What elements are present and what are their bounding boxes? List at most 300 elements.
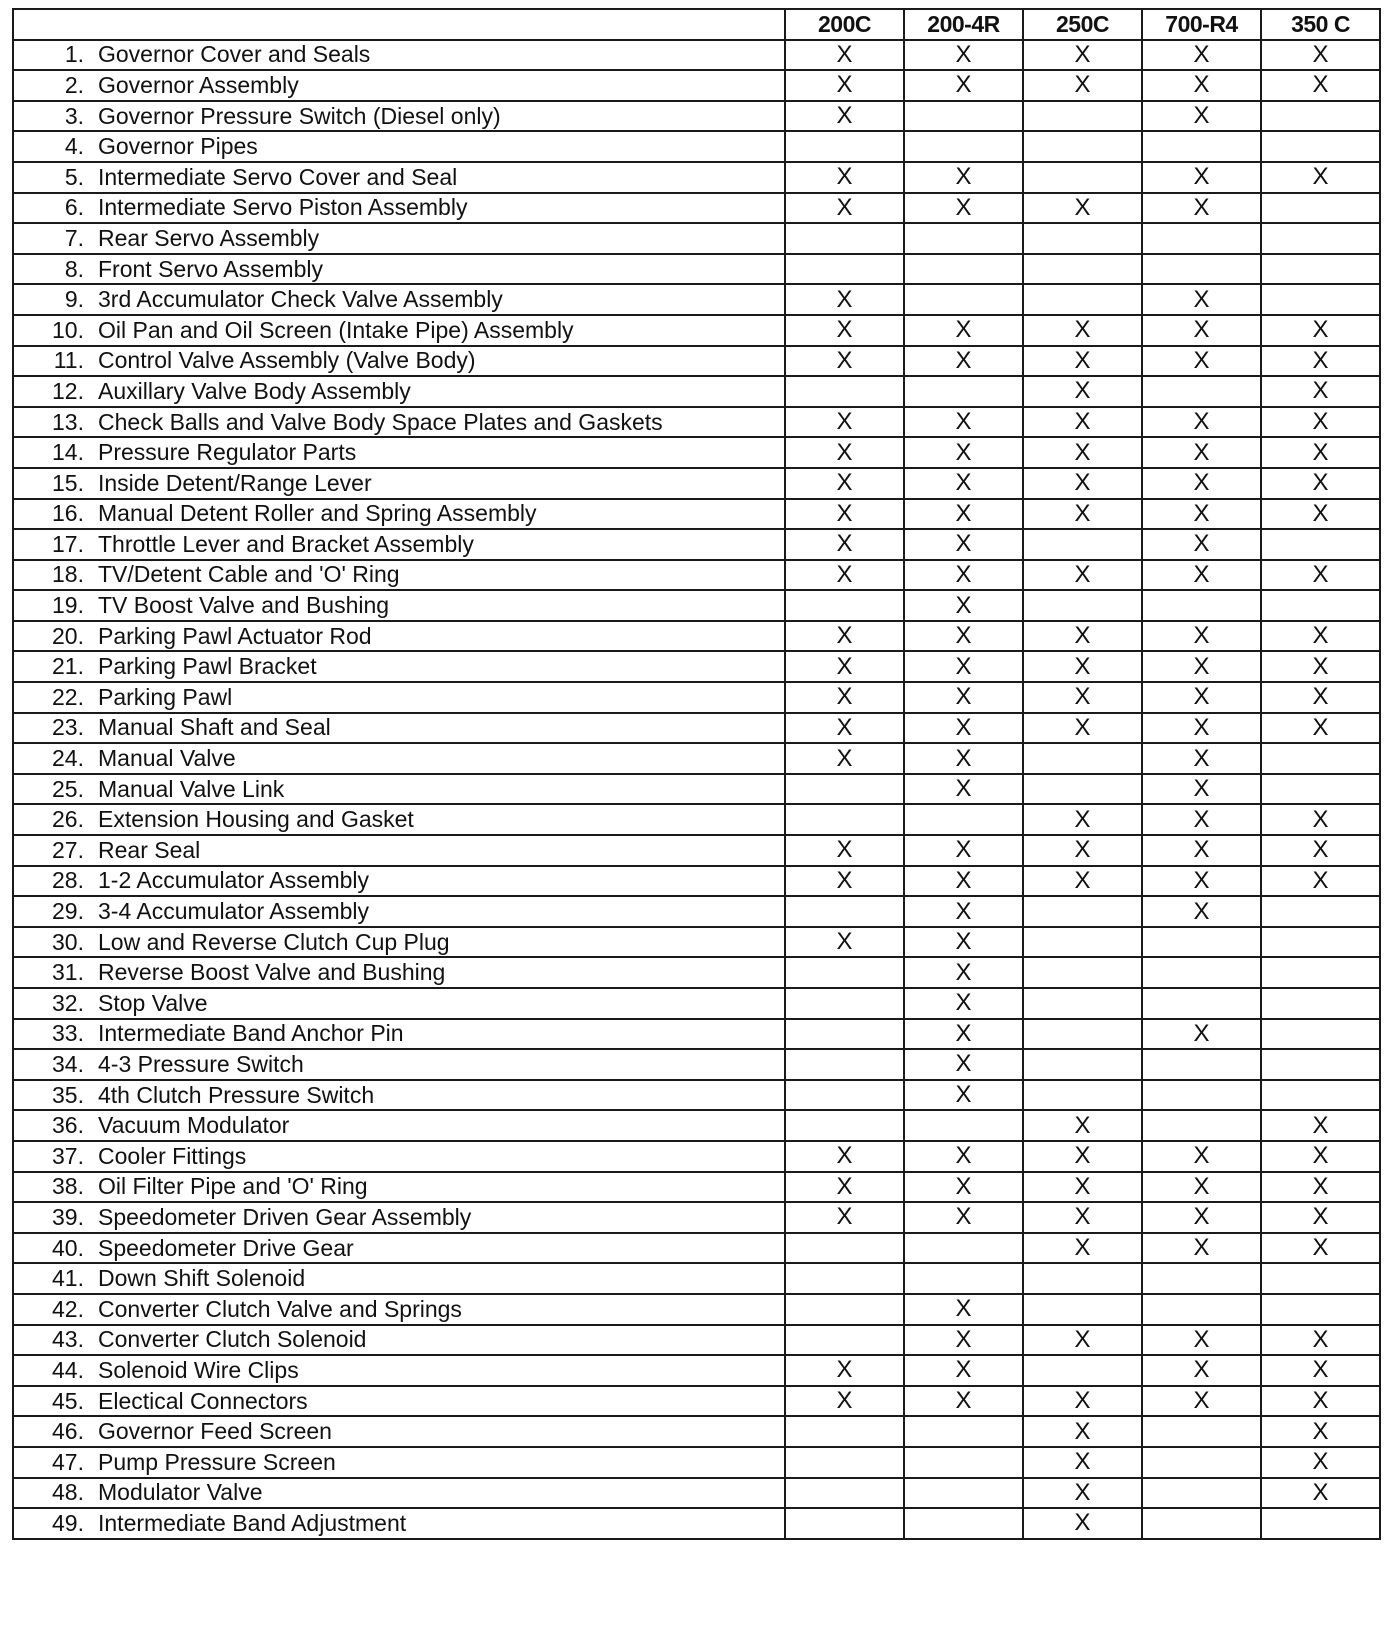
mark-cell	[1261, 284, 1380, 315]
row-number: 13.	[52, 408, 84, 435]
mark-cell	[1023, 1294, 1142, 1325]
row-number: 33.	[52, 1020, 84, 1047]
applicable-mark: X	[1193, 713, 1210, 741]
table-row	[13, 315, 1380, 346]
mark-cell	[1142, 988, 1261, 1019]
row-number: 20.	[52, 622, 84, 649]
row-label: Converter Clutch Solenoid	[98, 1326, 367, 1353]
applicable-mark: X	[955, 683, 972, 711]
mark-cell	[1142, 1172, 1261, 1203]
mark-cell	[785, 1172, 904, 1203]
applicable-mark: X	[836, 346, 853, 374]
applicable-mark: X	[1193, 866, 1210, 894]
table-row	[13, 927, 1380, 958]
row-item-cell	[13, 1110, 785, 1141]
row-number: 4.	[64, 133, 84, 160]
applicable-mark: X	[1074, 652, 1091, 680]
mark-cell	[1261, 223, 1380, 254]
mark-cell	[785, 590, 904, 621]
mark-cell	[904, 1080, 1023, 1111]
applicable-mark: X	[1312, 1387, 1329, 1415]
mark-cell	[1023, 193, 1142, 224]
mark-cell	[904, 162, 1023, 193]
mark-cell	[1142, 957, 1261, 988]
row-number: 48.	[52, 1479, 84, 1506]
row-label: 3-4 Accumulator Assembly	[98, 898, 370, 925]
applicable-mark: X	[1312, 866, 1329, 894]
applicable-mark: X	[955, 499, 972, 527]
mark-cell	[1261, 1202, 1380, 1233]
row-item-cell	[13, 437, 785, 468]
parts-table	[12, 8, 1381, 1540]
mark-cell	[785, 713, 904, 744]
mark-cell	[1142, 1478, 1261, 1509]
applicable-mark: X	[1193, 499, 1210, 527]
row-number: 15.	[52, 469, 84, 496]
applicable-mark: X	[1074, 1509, 1091, 1537]
applicable-mark: X	[1193, 1172, 1210, 1200]
applicable-mark: X	[955, 591, 972, 619]
mark-cell	[1023, 437, 1142, 468]
row-number: 3.	[64, 102, 84, 129]
row-number: 19.	[52, 592, 84, 619]
applicable-mark: X	[955, 1019, 972, 1047]
applicable-mark: X	[955, 866, 972, 894]
applicable-mark: X	[955, 1203, 972, 1231]
row-number: 10.	[52, 316, 84, 343]
mark-cell	[1142, 1233, 1261, 1264]
mark-cell	[785, 1355, 904, 1386]
row-item-cell	[13, 988, 785, 1019]
row-item-cell	[13, 774, 785, 805]
row-label: Intermediate Servo Piston Assembly	[98, 194, 468, 221]
mark-cell	[785, 1202, 904, 1233]
mark-cell	[904, 651, 1023, 682]
mark-cell	[904, 407, 1023, 438]
mark-cell	[1261, 1263, 1380, 1294]
mark-cell	[904, 70, 1023, 101]
mark-cell	[1261, 682, 1380, 713]
applicable-mark: X	[836, 744, 853, 772]
applicable-mark: X	[955, 1050, 972, 1078]
applicable-mark: X	[955, 408, 972, 436]
mark-cell	[1023, 682, 1142, 713]
applicable-mark: X	[1193, 346, 1210, 374]
applicable-mark: X	[955, 652, 972, 680]
row-item-cell	[13, 1233, 785, 1264]
applicable-mark: X	[836, 71, 853, 99]
mark-cell	[1261, 1172, 1380, 1203]
table-row	[13, 1233, 1380, 1264]
mark-cell	[1142, 101, 1261, 132]
mark-cell	[1023, 131, 1142, 162]
mark-cell	[1023, 315, 1142, 346]
applicable-mark: X	[836, 836, 853, 864]
table-row	[13, 254, 1380, 285]
applicable-mark: X	[955, 1387, 972, 1415]
applicable-mark: X	[836, 713, 853, 741]
applicable-mark: X	[955, 897, 972, 925]
row-label: Manual Detent Roller and Spring Assembly	[98, 500, 537, 527]
row-label: Throttle Lever and Bracket Assembly	[98, 530, 474, 557]
table-row	[13, 590, 1380, 621]
applicable-mark: X	[1074, 1387, 1091, 1415]
mark-cell	[1261, 1416, 1380, 1447]
table-row	[13, 193, 1380, 224]
applicable-mark: X	[1312, 163, 1329, 191]
row-number: 49.	[52, 1509, 84, 1536]
applicable-mark: X	[836, 622, 853, 650]
applicable-mark: X	[1312, 713, 1329, 741]
mark-cell	[785, 1019, 904, 1050]
applicable-mark: X	[955, 775, 972, 803]
mark-cell	[1023, 162, 1142, 193]
mark-cell	[785, 162, 904, 193]
mark-cell	[785, 40, 904, 71]
mark-cell	[1142, 254, 1261, 285]
applicable-mark: X	[836, 652, 853, 680]
row-item-cell	[13, 1508, 785, 1539]
applicable-mark: X	[955, 316, 972, 344]
applicable-mark: X	[955, 438, 972, 466]
table-row	[13, 1508, 1380, 1539]
row-label: 4-3 Pressure Switch	[98, 1050, 304, 1077]
applicable-mark: X	[1312, 805, 1329, 833]
row-label: Parking Pawl	[98, 683, 233, 710]
mark-cell	[904, 1386, 1023, 1417]
table-row	[13, 1478, 1380, 1509]
mark-cell	[1023, 560, 1142, 591]
row-item-cell	[13, 621, 785, 652]
applicable-mark: X	[955, 622, 972, 650]
mark-cell	[785, 1325, 904, 1356]
applicable-mark: X	[955, 530, 972, 558]
mark-cell	[904, 284, 1023, 315]
applicable-mark: X	[836, 316, 853, 344]
mark-cell	[1261, 927, 1380, 958]
row-label: Intermediate Servo Cover and Seal	[98, 163, 458, 190]
row-label: Oil Pan and Oil Screen (Intake Pipe) Assembly	[98, 316, 574, 343]
row-number: 39.	[52, 1203, 84, 1230]
mark-cell	[785, 254, 904, 285]
row-item-cell	[13, 407, 785, 438]
mark-cell	[904, 223, 1023, 254]
applicable-mark: X	[1312, 499, 1329, 527]
header-model-700-r4: 700-R4	[1142, 9, 1261, 40]
applicable-mark: X	[1074, 622, 1091, 650]
applicable-mark: X	[836, 1172, 853, 1200]
mark-cell	[904, 1447, 1023, 1478]
row-number: 47.	[52, 1448, 84, 1475]
applicable-mark: X	[1193, 683, 1210, 711]
mark-cell	[904, 713, 1023, 744]
row-item-cell	[13, 896, 785, 927]
mark-cell	[904, 1019, 1023, 1050]
table-row	[13, 1386, 1380, 1417]
mark-cell	[904, 1110, 1023, 1141]
row-item-cell	[13, 101, 785, 132]
mark-cell	[1023, 866, 1142, 897]
mark-cell	[904, 1478, 1023, 1509]
mark-cell	[1261, 407, 1380, 438]
applicable-mark: X	[955, 40, 972, 68]
applicable-mark: X	[1074, 560, 1091, 588]
mark-cell	[1142, 193, 1261, 224]
mark-cell	[785, 1294, 904, 1325]
applicable-mark: X	[836, 469, 853, 497]
mark-cell	[1142, 743, 1261, 774]
applicable-mark: X	[955, 1325, 972, 1353]
applicable-mark: X	[836, 1356, 853, 1384]
row-item-cell	[13, 1447, 785, 1478]
table-row	[13, 1325, 1380, 1356]
mark-cell	[1261, 774, 1380, 805]
applicable-mark: X	[1074, 1417, 1091, 1445]
mark-cell	[1023, 40, 1142, 71]
row-label: TV/Detent Cable and 'O' Ring	[98, 561, 400, 588]
row-label: Front Servo Assembly	[98, 255, 323, 282]
row-item-cell	[13, 743, 785, 774]
row-label: Pressure Regulator Parts	[98, 439, 357, 466]
row-number: 32.	[52, 989, 84, 1016]
mark-cell	[1142, 1049, 1261, 1080]
mark-cell	[1023, 1386, 1142, 1417]
mark-cell	[1023, 70, 1142, 101]
mark-cell	[785, 682, 904, 713]
mark-cell	[1023, 1416, 1142, 1447]
row-item-cell	[13, 866, 785, 897]
mark-cell	[1023, 1172, 1142, 1203]
mark-cell	[1142, 1263, 1261, 1294]
applicable-mark: X	[1074, 683, 1091, 711]
row-label: Pump Pressure Screen	[98, 1448, 336, 1475]
applicable-mark: X	[1312, 1478, 1329, 1506]
applicable-mark: X	[1074, 866, 1091, 894]
mark-cell	[1023, 988, 1142, 1019]
row-number: 12.	[52, 377, 84, 404]
applicable-mark: X	[1312, 1325, 1329, 1353]
mark-cell	[1023, 713, 1142, 744]
mark-cell	[1023, 896, 1142, 927]
mark-cell	[904, 499, 1023, 530]
mark-cell	[1261, 437, 1380, 468]
mark-cell	[1023, 927, 1142, 958]
applicable-mark: X	[1312, 560, 1329, 588]
mark-cell	[1142, 284, 1261, 315]
applicable-mark: X	[1074, 438, 1091, 466]
row-number: 16.	[52, 500, 84, 527]
applicable-mark: X	[1074, 71, 1091, 99]
row-item-cell	[13, 284, 785, 315]
table-row	[13, 560, 1380, 591]
table-row	[13, 1355, 1380, 1386]
mark-cell	[785, 651, 904, 682]
applicable-mark: X	[1312, 1448, 1329, 1476]
mark-cell	[904, 254, 1023, 285]
applicable-mark: X	[955, 1356, 972, 1384]
mark-cell	[785, 866, 904, 897]
mark-cell	[1261, 651, 1380, 682]
row-label: Vacuum Modulator	[98, 1112, 290, 1139]
mark-cell	[1023, 1110, 1142, 1141]
mark-cell	[785, 1508, 904, 1539]
mark-cell	[1023, 284, 1142, 315]
table-row	[13, 896, 1380, 927]
applicable-mark: X	[1312, 683, 1329, 711]
applicable-mark: X	[1074, 805, 1091, 833]
table-row	[13, 1049, 1380, 1080]
mark-cell	[785, 1110, 904, 1141]
mark-cell	[785, 835, 904, 866]
mark-cell	[1023, 1141, 1142, 1172]
table-row	[13, 499, 1380, 530]
mark-cell	[785, 346, 904, 377]
row-number: 21.	[52, 653, 84, 680]
row-item-cell	[13, 468, 785, 499]
mark-cell	[1261, 590, 1380, 621]
applicable-mark: X	[1074, 1172, 1091, 1200]
applicable-mark: X	[1074, 836, 1091, 864]
table-row	[13, 866, 1380, 897]
row-label: Governor Cover and Seals	[98, 41, 371, 68]
applicable-mark: X	[836, 928, 853, 956]
mark-cell	[1261, 1355, 1380, 1386]
mark-cell	[1142, 1386, 1261, 1417]
mark-cell	[785, 774, 904, 805]
mark-cell	[1261, 70, 1380, 101]
mark-cell	[904, 376, 1023, 407]
row-item-cell	[13, 713, 785, 744]
applicable-mark: X	[836, 438, 853, 466]
row-label: Converter Clutch Valve and Springs	[98, 1295, 462, 1322]
table-row	[13, 284, 1380, 315]
row-number: 6.	[64, 194, 84, 221]
mark-cell	[1142, 315, 1261, 346]
mark-cell	[1142, 407, 1261, 438]
mark-cell	[1261, 1508, 1380, 1539]
applicable-mark: X	[836, 408, 853, 436]
row-number: 25.	[52, 775, 84, 802]
header-row	[13, 9, 1380, 40]
mark-cell	[904, 560, 1023, 591]
mark-cell	[1261, 713, 1380, 744]
applicable-mark: X	[836, 683, 853, 711]
row-number: 35.	[52, 1081, 84, 1108]
mark-cell	[904, 804, 1023, 835]
table-row	[13, 1447, 1380, 1478]
row-label: Rear Seal	[98, 836, 201, 863]
mark-cell	[1142, 835, 1261, 866]
row-label: Governor Feed Screen	[98, 1418, 332, 1445]
mark-cell	[904, 1263, 1023, 1294]
row-item-cell	[13, 193, 785, 224]
table-row	[13, 682, 1380, 713]
mark-cell	[1023, 346, 1142, 377]
row-item-cell	[13, 1386, 785, 1417]
mark-cell	[1261, 957, 1380, 988]
row-number: 43.	[52, 1326, 84, 1353]
applicable-mark: X	[1074, 1111, 1091, 1139]
mark-cell	[785, 315, 904, 346]
mark-cell	[785, 468, 904, 499]
mark-cell	[1023, 1508, 1142, 1539]
mark-cell	[1023, 1447, 1142, 1478]
mark-cell	[1023, 835, 1142, 866]
mark-cell	[1023, 223, 1142, 254]
mark-cell	[1142, 896, 1261, 927]
row-label: Down Shift Solenoid	[98, 1265, 306, 1292]
row-number: 8.	[64, 255, 84, 282]
mark-cell	[1142, 162, 1261, 193]
applicable-mark: X	[1193, 1356, 1210, 1384]
header-model-200-4r: 200-4R	[904, 9, 1023, 40]
mark-cell	[1142, 70, 1261, 101]
mark-cell	[1023, 621, 1142, 652]
mark-cell	[904, 131, 1023, 162]
row-label: Intermediate Band Anchor Pin	[98, 1020, 404, 1047]
row-label: Auxillary Valve Body Assembly	[98, 377, 411, 404]
table-row	[13, 131, 1380, 162]
row-item-cell	[13, 1478, 785, 1509]
mark-cell	[785, 1141, 904, 1172]
row-item-cell	[13, 315, 785, 346]
table-row	[13, 1019, 1380, 1050]
mark-cell	[785, 560, 904, 591]
row-label: Manual Valve	[98, 745, 236, 772]
mark-cell	[785, 927, 904, 958]
mark-cell	[785, 376, 904, 407]
mark-cell	[785, 1080, 904, 1111]
row-number: 36.	[52, 1112, 84, 1139]
header-model-200c: 200C	[785, 9, 904, 40]
table-row	[13, 651, 1380, 682]
mark-cell	[1261, 40, 1380, 71]
mark-cell	[785, 499, 904, 530]
row-item-cell	[13, 1141, 785, 1172]
mark-cell	[904, 927, 1023, 958]
mark-cell	[1261, 1478, 1380, 1509]
mark-cell	[1261, 560, 1380, 591]
applicable-mark: X	[1312, 346, 1329, 374]
mark-cell	[904, 315, 1023, 346]
row-label: Low and Reverse Clutch Cup Plug	[98, 928, 450, 955]
applicable-mark: X	[836, 163, 853, 191]
table-row	[13, 1080, 1380, 1111]
row-number: 11.	[53, 347, 84, 374]
mark-cell	[785, 284, 904, 315]
mark-cell	[785, 743, 904, 774]
row-number: 23.	[52, 714, 84, 741]
applicable-mark: X	[1312, 316, 1329, 344]
mark-cell	[1023, 499, 1142, 530]
row-label: Extension Housing and Gasket	[98, 806, 414, 833]
mark-cell	[904, 468, 1023, 499]
row-item-cell	[13, 1325, 785, 1356]
applicable-mark: X	[1074, 377, 1091, 405]
mark-cell	[1023, 957, 1142, 988]
mark-cell	[904, 529, 1023, 560]
mark-cell	[785, 131, 904, 162]
applicable-mark: X	[1074, 1448, 1091, 1476]
mark-cell	[785, 804, 904, 835]
table-row	[13, 468, 1380, 499]
table-body	[13, 40, 1380, 1539]
mark-cell	[1023, 1202, 1142, 1233]
applicable-mark: X	[836, 530, 853, 558]
mark-cell	[1261, 131, 1380, 162]
applicable-mark: X	[836, 1203, 853, 1231]
row-number: 44.	[52, 1356, 84, 1383]
